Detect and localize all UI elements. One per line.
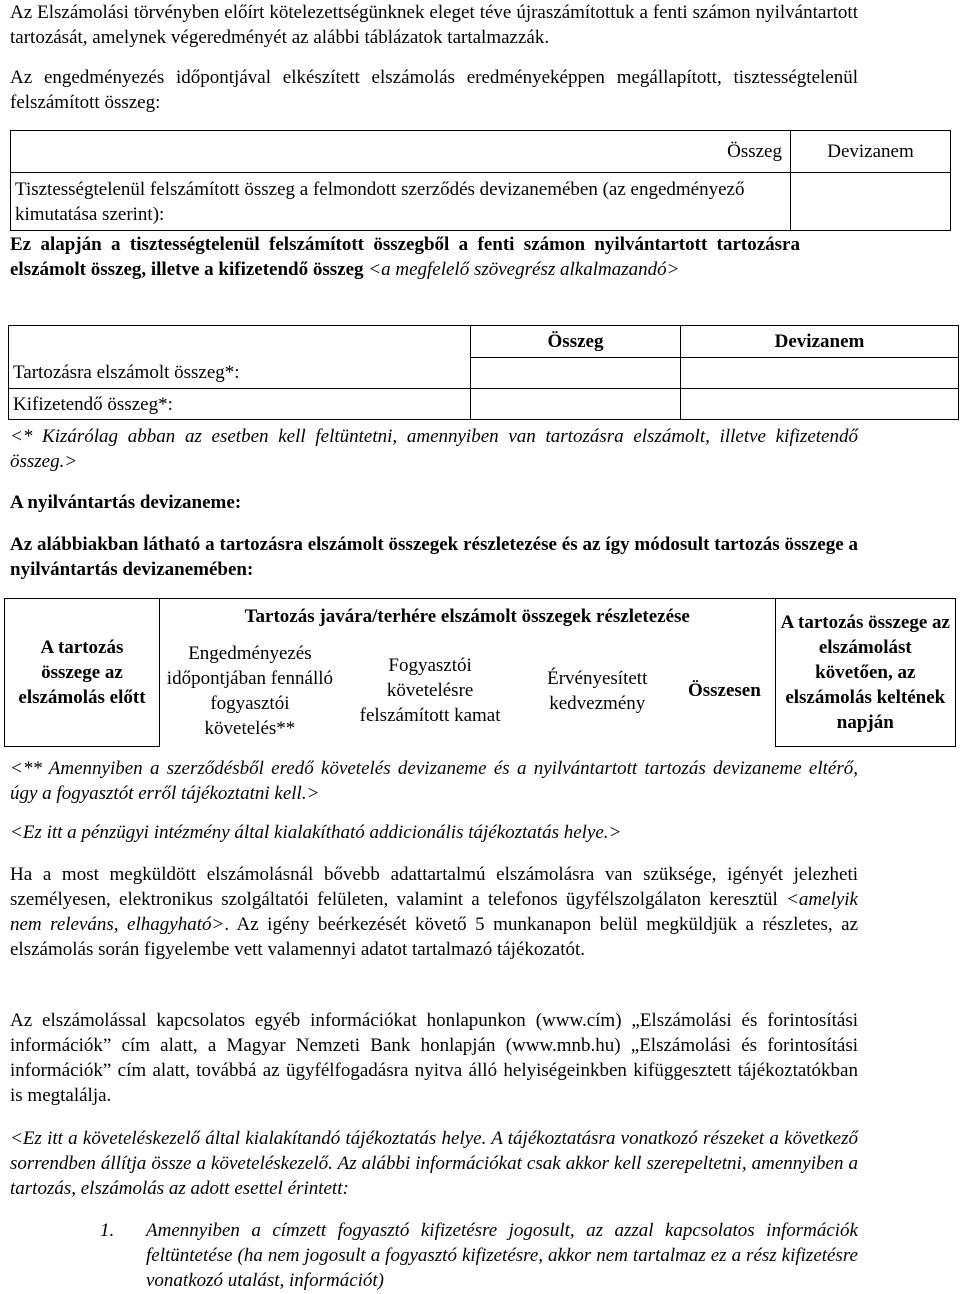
table2-settled-amount	[471, 358, 681, 389]
table2-amount-header: Összeg	[471, 326, 681, 358]
table2-payable-currency	[681, 389, 959, 420]
intro-paragraph-1: Az Elszámolási törvényben előírt kötelezettségünknek eleget téve újraszámítottuk a fenti számon nyilvántartott tartozását, amelynek végeredményét az alábbi táblázatok tartalmazzák.	[10, 2, 858, 48]
table3-group-header: Tartozás javára/terhére elszámolt összegek részletezése	[159, 599, 775, 635]
table3-sub-interest: Fogyasztói követelésre felszámított kamat	[359, 655, 501, 726]
table2-settled-currency	[681, 358, 959, 389]
table2-row-settled: Tartozásra elszámolt összeg*:	[9, 358, 471, 389]
request-text-a: Ha a most megküldött elszámolásnál bővebb adattartalmú elszámolásra van szüksége, igényét jelezheti személyesen, elektronikus szolgáltatói felületen, valamint a telefonos ügyfélszolgálaton keresztül	[10, 864, 858, 910]
table1-row-label: Tisztességtelenül felszámított összeg a felmondott szerződés devizanemében (az engedményező kimutatása szerint):	[11, 173, 791, 231]
intro-paragraph-2: Az engedményezés időpontjával elkészített elszámolás eredményeképpen megállapított, tisztességtelenül felszámított összeg:	[10, 67, 858, 113]
table2-corner	[9, 326, 471, 358]
note-bank-info: <Ez itt a pénzügyi intézmény által kialakítható addicionális tájékoztatás helye.>	[10, 822, 622, 843]
basis-bold-text: Ez alapján a tisztességtelenül felszámított összegből a fenti számon nyilvántartott tartozásra elszámolt összeg, illetve a kifizetendő összeg	[10, 234, 800, 280]
basis-italic-text: <a megfelelő szövegrész alkalmazandó>	[368, 259, 680, 280]
note-settled: <* Kizárólag abban az esetben kell feltüntetni, amennyiben van tartozásra elszámolt, illetve kifizetendő összeg.>	[10, 426, 858, 472]
table2-currency-header: Devizanem	[681, 326, 959, 358]
table3-before-header: A tartozás összege az elszámolás előtt	[5, 599, 160, 747]
request-paragraph	[10, 862, 858, 962]
collector-paragraph: <Ez itt a követeléskezelő által kialakítandó tájékoztatás helye. A tájékoztatásra vonatkozó részeket a következő sorrendben állítja össze a követeléskezelő. Az alábbi információkat csak akkor kell szerepeltetni, amennyiben a tartozás, elszámolás az adott esettel érintett:	[10, 1128, 858, 1199]
table2-row-payable: Kifizetendő összeg*:	[9, 389, 471, 420]
list-item	[100, 1218, 858, 1293]
table3-after-header: A tartozás összege az elszámolást követően, az elszámolás keltének napján	[775, 599, 955, 747]
table1-amount-header: Összeg	[11, 131, 791, 173]
table1-currency-cell	[791, 173, 951, 231]
request-text-c: . Az igény beérkezését követő 5 munkanapon belül megküldjük a részletes, az elszámolás során figyelembe vett valamennyi adatot tartalmazó tájékozatót.	[10, 914, 858, 960]
table3-sub-total: Összesen	[674, 635, 775, 747]
unfair-amount-table	[10, 130, 951, 231]
details-table	[4, 598, 956, 747]
table3-sub-claim: Engedményezés időpontjában fennálló fogyasztói követelés**	[166, 642, 334, 739]
table3-sub-discount: Érvényesített kedvezmény	[547, 667, 648, 714]
details-heading: Az alábbiakban látható a tartozásra elszámolt összegek részletezése és az így módosult tartozás összege a nyilvántartás devizanemében:	[10, 534, 858, 580]
list-item-text: Amennyiben a címzett fogyasztó kifizetésre jogosult, az azzal kapcsolatos információk feltüntetése (ha nem jogosult a fogyasztó kifizetésre, akkor nem tartalmaz ez a rész kifizetésre vonatkozó utalást, információt)	[146, 1220, 858, 1291]
table1-currency-header: Devizanem	[791, 131, 951, 173]
note-currency-difference: <** Amennyiben a szerződésből eredő követelés devizaneme és a nyilvántartott tartozás devizaneme eltérő, úgy a fogyasztót erről tájékoztatni kell.>	[10, 758, 858, 804]
list-item-number: 1.	[100, 1220, 115, 1241]
info-paragraph: Az elszámolással kapcsolatos egyéb információkat honlapunkon (www.cím) „Elszámolási és forintosítási információk” cím alatt, a Magyar Nemzeti Bank honlapján (www.mnb.hu) „Elszámolási és forintosítási információk” cím alatt, továbbá az ügyfélfogadásra nyitva álló helyiségeinkben kifüggesztett tájékoztatókban is megtalálja.	[10, 1010, 858, 1106]
currency-heading: A nyilvántartás devizaneme:	[10, 492, 242, 513]
numbered-list	[100, 1218, 858, 1293]
settled-amount-table	[8, 325, 959, 420]
request-text-b: <amelyik nem releváns, elhagyható>	[10, 889, 858, 935]
basis-paragraph	[10, 232, 800, 282]
table2-payable-amount	[471, 389, 681, 420]
